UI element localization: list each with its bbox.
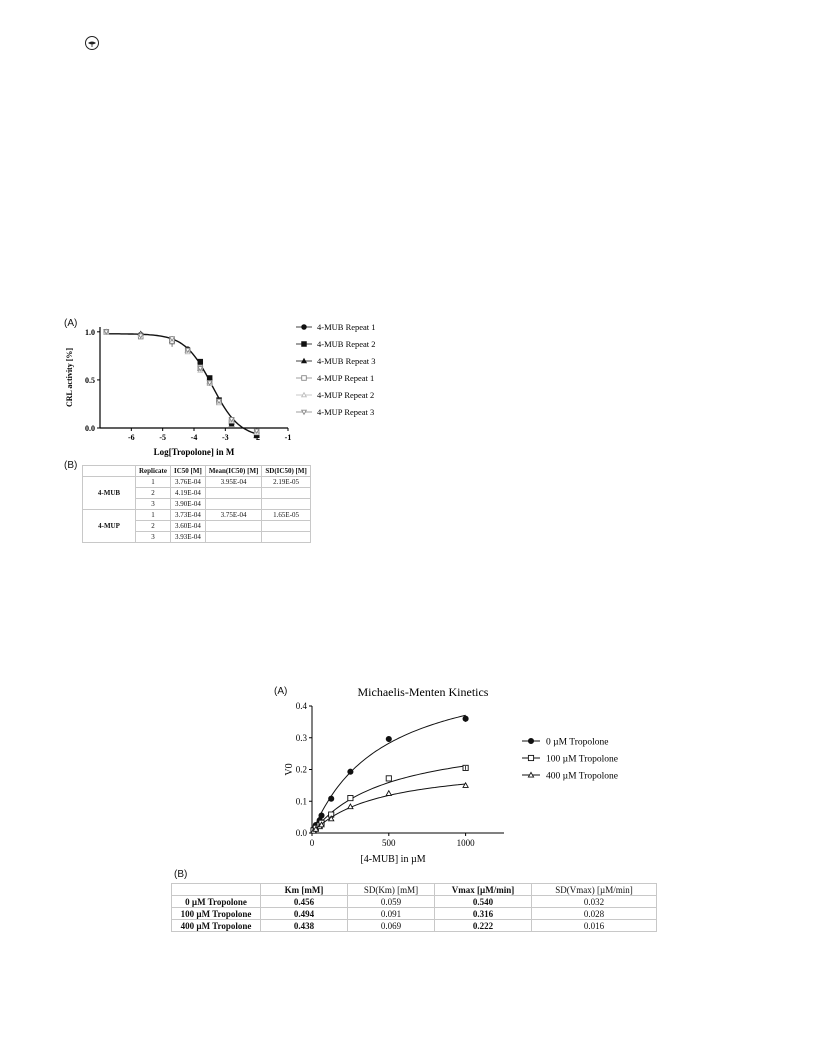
table-header [172, 884, 261, 896]
x-tick-label: -4 [190, 433, 198, 442]
table-cell: 3.60E-04 [171, 521, 206, 532]
table-cell [205, 532, 262, 543]
table-cell: 0.059 [348, 896, 435, 908]
table-header [83, 466, 136, 477]
table-header: Replicate [136, 466, 171, 477]
table-cell: 0.069 [348, 920, 435, 932]
row-label: 0 µM Tropolone [172, 896, 261, 908]
legend-marker [528, 738, 533, 743]
fig2-panel-b-label: (B) [174, 869, 188, 880]
legend-label: 4-MUP Repeat 1 [317, 373, 375, 383]
table-cell [205, 499, 262, 510]
table-cell: 1 [136, 477, 171, 488]
table-cell: 0.091 [348, 908, 435, 920]
table-row [172, 896, 657, 908]
legend-label: 4-MUP Repeat 2 [317, 390, 375, 400]
table-cell: 3 [136, 532, 171, 543]
x-tick-label: 500 [382, 838, 396, 848]
circle-logo-icon [84, 35, 100, 51]
data-point [319, 813, 324, 818]
x-axis-label: [4-MUB] in µM [360, 854, 426, 865]
data-point [348, 795, 353, 800]
y-tick-label: 1.0 [85, 327, 95, 337]
legend-label: 4-MUB Repeat 3 [317, 356, 376, 366]
table-header: Mean(IC50) [M] [205, 466, 262, 477]
table-cell [262, 499, 310, 510]
legend-marker [528, 755, 533, 760]
table-cell: 0.540 [435, 896, 532, 908]
table-cell: 3.95E-04 [205, 477, 262, 488]
table-row [83, 510, 311, 521]
data-point [463, 783, 468, 788]
table-cell: 2 [136, 488, 171, 499]
table-cell: 3.90E-04 [171, 499, 206, 510]
legend-marker [302, 393, 307, 397]
y-tick-label: 0.1 [295, 796, 307, 807]
table-cell: 3.93E-04 [171, 532, 206, 543]
x-tick-label: -6 [127, 433, 135, 442]
ic50-table [82, 465, 311, 543]
y-axis-label: CRL activity [%] [65, 347, 74, 408]
data-point [386, 776, 391, 781]
data-point [329, 796, 334, 801]
y-tick-label: 0.0 [295, 828, 307, 838]
table-cell [205, 488, 262, 499]
table-cell: 3.73E-04 [171, 510, 206, 521]
kinetics-table [171, 883, 657, 932]
legend-marker [302, 376, 307, 381]
table-cell: 2.19E-05 [262, 477, 310, 488]
table-cell: 1 [136, 510, 171, 521]
legend-label: 4-MUB Repeat 1 [317, 322, 376, 332]
y-tick-label: 0.2 [295, 764, 307, 775]
ic50-dose-response-chart [60, 315, 400, 460]
group-label: 4-MUP [83, 510, 136, 543]
y-axis-label: V0 [284, 763, 295, 776]
table-header: IC50 [M] [171, 466, 206, 477]
table-cell [262, 488, 310, 499]
data-point [198, 359, 203, 364]
table-cell: 0.438 [261, 920, 348, 932]
fig1-panel-b-label: (B) [64, 460, 78, 471]
table-cell [262, 521, 310, 532]
table-cell: 1.65E-05 [262, 510, 310, 521]
table-row [172, 908, 657, 920]
table-cell [205, 521, 262, 532]
table-cell: 4.19E-04 [171, 488, 206, 499]
legend-label: 400 µM Tropolone [546, 771, 618, 782]
table-row [83, 477, 311, 488]
table-header: SD(Km) [mM] [348, 884, 435, 896]
table-header: Km [mM] [261, 884, 348, 896]
table-cell [262, 532, 310, 543]
table-cell: 3.76E-04 [171, 477, 206, 488]
legend-label: 4-MUP Repeat 3 [317, 407, 375, 417]
legend-marker [302, 359, 307, 363]
x-tick-label: -5 [159, 433, 167, 442]
x-tick-label: -3 [221, 433, 229, 442]
y-tick-label: 0.5 [85, 375, 95, 385]
legend-marker [302, 410, 307, 414]
table-cell: 2 [136, 521, 171, 532]
table-cell: 0.016 [532, 920, 657, 932]
group-label: 4-MUB [83, 477, 136, 510]
legend-label: 0 µM Tropolone [546, 737, 609, 748]
legend-marker [302, 342, 307, 347]
row-label: 400 µM Tropolone [172, 920, 261, 932]
x-tick-label: 1000 [456, 838, 475, 848]
x-axis-label: Log[Tropolone] in M [153, 447, 235, 457]
table-cell: 3.75E-04 [205, 510, 262, 521]
michaelis-menten-chart [268, 684, 668, 869]
table-cell: 0.032 [532, 896, 657, 908]
fig2-panel-a-label: (A) [274, 686, 288, 697]
data-point [386, 791, 391, 796]
data-point [348, 769, 353, 774]
table-header-row [83, 466, 311, 477]
y-tick-label: 0.3 [295, 732, 307, 743]
x-tick-label: 0 [309, 838, 315, 848]
table-cell: 0.316 [435, 908, 532, 920]
chart-title: Michaelis-Menten Kinetics [357, 685, 489, 699]
table-cell: 0.028 [532, 908, 657, 920]
x-tick-label: -1 [284, 433, 292, 442]
table-row [172, 920, 657, 932]
table-cell: 0.456 [261, 896, 348, 908]
table-header: Vmax [µM/min] [435, 884, 532, 896]
legend-marker [302, 325, 307, 330]
y-tick-label: 0.0 [85, 424, 95, 433]
legend-label: 100 µM Tropolone [546, 754, 618, 765]
table-cell: 0.494 [261, 908, 348, 920]
table-header: SD(IC50) [M] [262, 466, 310, 477]
table-header: SD(Vmax) [µM/min] [532, 884, 657, 896]
table-cell: 3 [136, 499, 171, 510]
y-tick-label: 0.4 [295, 701, 307, 711]
table-cell: 0.222 [435, 920, 532, 932]
legend-label: 4-MUB Repeat 2 [317, 339, 376, 349]
row-label: 100 µM Tropolone [172, 908, 261, 920]
fig1-panel-a-label: (A) [64, 318, 78, 329]
table-header-row [172, 884, 657, 896]
